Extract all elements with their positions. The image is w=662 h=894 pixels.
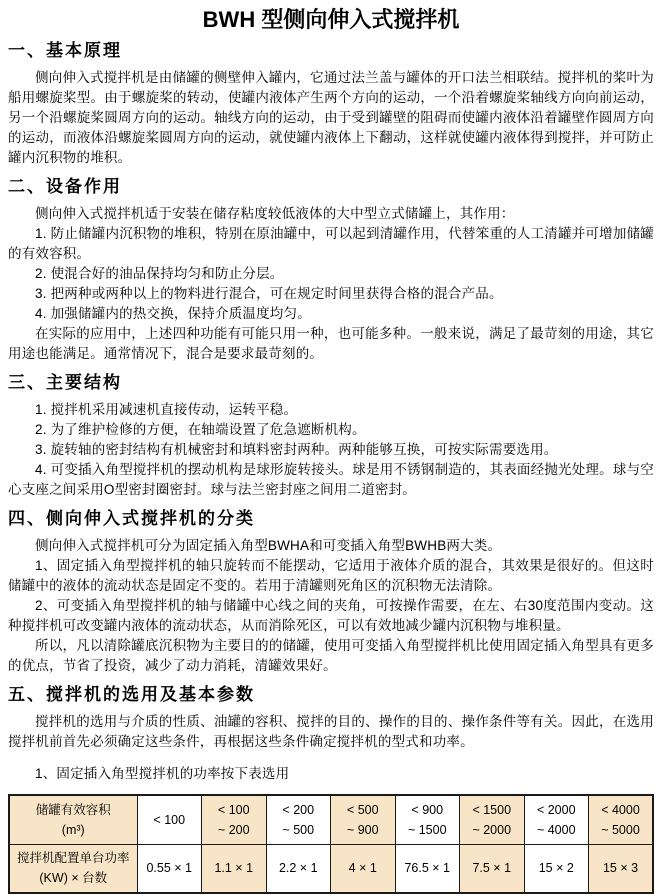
power-cell: 15 × 3 (589, 844, 654, 893)
capacity-label-line1: 储罐有效容积 (35, 802, 111, 817)
list-item: 4. 加强储罐内的热交换，保持介质温度均匀。 (35, 306, 311, 321)
capacity-label-line2: (m³) (61, 822, 85, 837)
body-paragraph: 搅拌机的选用与介质的性质、油罐的容积、搅拌的目的、操作的目的、操作条件等有关。因此，在选用搅拌机前首先必须确定这些条件，再根据这些条件确定搅拌机的型式和功率。 (8, 714, 654, 749)
power-label-line1: 搅拌机配置单台功率 (16, 851, 130, 866)
body-paragraph: 所以，凡以清除罐底沉积物为主要目的的储罐，使用可变插入角型搅拌机比使用固定插入角型具有更多的优点，节省了投资，减少了动力消耗，清罐效果好。 (8, 638, 654, 673)
power-cell: 4 × 1 (331, 844, 396, 893)
list-item: 4. 可变插入角型搅拌机的摆动机构是球形旋转接头。球是用不锈钢制造的，其表面经抛光处理。球与空心支座之间采用O型密封圈密封。球与法兰密封座之间用二道密封。 (8, 462, 654, 497)
section-heading-main-structure: 三、主要结构 (8, 373, 122, 392)
list-item: 1. 防止储罐内沉积物的堆积，特别在原油罐中，可以起到清罐作用，代替笨重的人工清罐并可增加储罐的有效容积。 (8, 226, 654, 261)
body-paragraph: 侧向伸入式搅拌机适于安装在储存粘度较低液体的大中型立式储罐上，其作用： (35, 206, 515, 221)
capacity-value: < 1500 (472, 802, 512, 817)
capacity-range: ~ 500 (282, 822, 315, 837)
capacity-row (9, 795, 653, 844)
capacity-range: ~ 4000 (536, 822, 576, 837)
power-cell: 2.2 × 1 (266, 844, 331, 893)
capacity-cell (395, 795, 460, 844)
capacity-range: ~ 900 (346, 822, 379, 837)
list-item: 1、固定插入角型搅拌机的轴只旋转而不能摆动，它适用于液体介质的混合，其效果是很好的。但这时储罐中的液体的流动状态是固定不变的。若用于清罐则死角区的沉积物无法清除。 (8, 558, 654, 593)
capacity-range: ~ 2000 (472, 822, 512, 837)
power-cell: 7.5 × 1 (460, 844, 525, 893)
body-paragraph: 在实际的应用中，上述四种功能有可能只用一种，也可能多种。一般来说，满足了最苛刻的用途，其它用途也能满足。通常情况下，混合是要求最苛刻的。 (8, 326, 654, 361)
table-caption: 1、固定插入角型搅拌机的功率按下表选用 (35, 766, 290, 781)
capacity-value: < 100 (217, 802, 250, 817)
capacity-cell (137, 795, 202, 844)
power-label-line2: (KW) × 台数 (39, 871, 108, 886)
capacity-value: < 4000 (601, 802, 640, 817)
document-page (8, 8, 654, 894)
section-heading-selection-parameters: 五、搅拌机的选用及基本参数 (8, 685, 255, 704)
list-item: 1. 搅拌机采用减速机直接传动，运转平稳。 (35, 402, 298, 417)
capacity-range: ~ 200 (217, 822, 250, 837)
power-row (9, 844, 653, 893)
document-title: BWH 型侧向伸入式搅拌机 (202, 7, 460, 32)
section-heading-basic-principle: 一、基本原理 (8, 41, 122, 60)
list-item: 2. 使混合好的油品保持均匀和防止分层。 (35, 266, 284, 281)
capacity-value: < 100 (153, 812, 186, 827)
list-item: 3. 旋转轴的密封结构有机械密封和填料密封两种。两种能够互换，可按实际需要选用。 (35, 442, 558, 457)
body-paragraph: 侧向伸入式搅拌机是由储罐的侧壁伸入罐内，它通过法兰盖与罐体的开口法兰相联结。搅拌机的桨叶为船用螺旋桨型。由于螺旋桨的转动，使罐内液体产生两个方向的运动，一个沿着螺旋桨轴线方向向前运动，另一个沿螺旋桨圆周方向的运动。轴线方向的运动，由于受到罐壁的阻碍而使罐内液体沿着罐壁作圆周方向的运动，而液体沿螺旋桨圆周方向的运动，就使罐内液体上下翻动，这样就使罐内液体得到搅拌，并可防止罐内沉积物的堆积。 (8, 70, 654, 165)
capacity-cell (524, 795, 589, 844)
capacity-value: < 500 (346, 802, 379, 817)
capacity-cell (202, 795, 267, 844)
power-row-label (9, 844, 137, 893)
power-cell: 1.1 × 1 (202, 844, 267, 893)
capacity-row-label (9, 795, 137, 844)
list-item: 2. 为了维护检修的方便，在轴端设置了危急遮断机构。 (35, 422, 366, 437)
section-heading-classification: 四、侧向伸入式搅拌机的分类 (8, 509, 255, 528)
power-cell: 76.5 × 1 (395, 844, 460, 893)
capacity-value: < 200 (282, 802, 315, 817)
section-heading-equipment-function: 二、设备作用 (8, 177, 122, 196)
power-cell: 15 × 2 (524, 844, 589, 893)
power-cell: 0.55 × 1 (137, 844, 202, 893)
capacity-range: ~ 1500 (407, 822, 447, 837)
capacity-cell (589, 795, 654, 844)
capacity-cell (460, 795, 525, 844)
capacity-value: < 2000 (536, 802, 576, 817)
body-paragraph: 侧向伸入式搅拌机可分为固定插入角型BWHA和可变插入角型BWHB两大类。 (35, 538, 502, 553)
capacity-range: ~ 5000 (601, 822, 640, 837)
power-selection-table (8, 794, 654, 894)
capacity-value: < 900 (411, 802, 444, 817)
list-item: 3. 把两种或两种以上的物料进行混合，可在规定时间里获得合格的混合产品。 (35, 286, 503, 301)
capacity-cell (266, 795, 331, 844)
list-item: 2、可变插入角型搅拌机的轴与储罐中心线之间的夹角，可按操作需要，在左、右30度范围内变动。这种搅拌机可改变罐内液体的流动状态，从而消除死区，可以有效地减少罐内沉积物与堆积量。 (8, 598, 654, 633)
capacity-cell (331, 795, 396, 844)
